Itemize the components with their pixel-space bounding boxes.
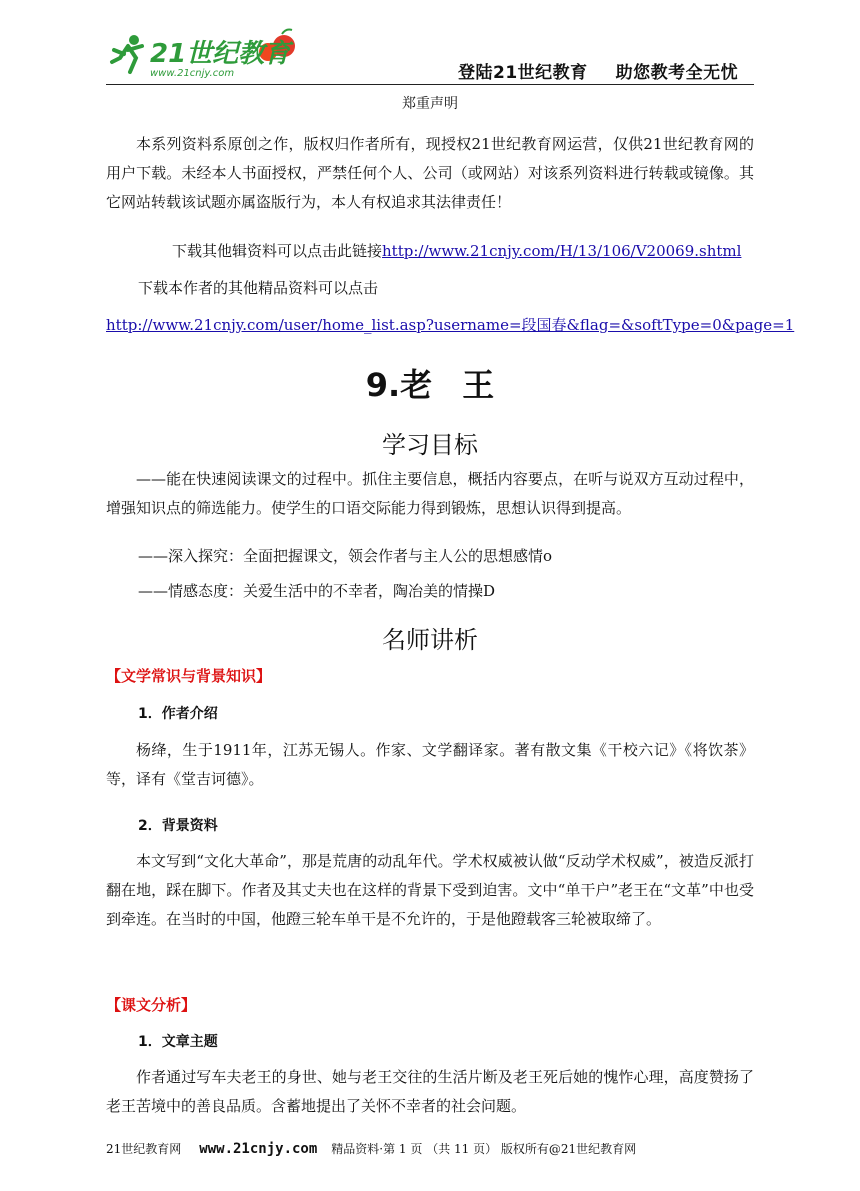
- objective-item: ——深入探究：全面把握课文，领会作者与主人公的思想感情o: [138, 547, 553, 565]
- statement-title: 郑重声明: [402, 96, 458, 112]
- runner-icon: [112, 35, 142, 72]
- download-other-label: 下载其他辑资料可以点击此链接: [172, 242, 383, 260]
- lesson-title-part2: 王: [462, 366, 495, 404]
- theme-paragraph: 作者通过写车夫老王的身世、她与老王交往的生活片断及老王死后她的愧怍心理，高度赞扬了老王苦境中的善良品质。含蓄地提出了关怀不幸者的社会问题。: [106, 1068, 754, 1115]
- teacher-analysis-title: 名师讲析: [382, 626, 478, 654]
- lesson-title-part1: 9.老: [365, 366, 433, 404]
- objective-item: ——情感态度：关爱生活中的不幸者，陶冶美的情操D: [138, 582, 496, 600]
- objectives-title: 学习目标: [382, 431, 478, 459]
- slogan-part2: 助您教考全无忧: [615, 63, 739, 83]
- download-other-link[interactable]: http://www.21cnjy.com/H/13/106/V20069.shtml: [382, 242, 742, 260]
- logo-url: www.21cnjy.com: [150, 68, 235, 79]
- background-paragraph: 本文写到“文化大革命”，那是荒唐的动乱年代。学术权威被认做“反动学术权威”，被造反派打翻在地，踩在脚下。作者及其丈夫也在这样的背景下受到迫害。文中“单干户”老王在“文革”中也受到牵连。在当时的中国，他蹬三轮车单干是不允许的，于是他蹬载客三轮被取缔了。: [106, 852, 754, 928]
- author-paragraph: 杨绛，生于1911年，江苏无锡人。作家、文学翻译家。著有散文集《干校六记》《将饮茶》等，译有《堂吉诃德》。: [106, 741, 754, 788]
- statement-paragraph: 本系列资料系原创之作，版权归作者所有，现授权21世纪教育网运营，仅供21世纪教育网的用户下载。未经本人书面授权，严禁任何个人、公司（或网站）对该系列资料进行转载或镜像。其它网站转载该试题亦属盗版行为，本人有权追求其法律责任！: [106, 135, 754, 211]
- site-logo: [106, 28, 306, 82]
- download-other-line: [172, 240, 741, 261]
- background-heading: 2．背景资料: [138, 818, 218, 834]
- objective-item: ——能在快速阅读课文的过程中。抓住主要信息，概括内容要点，在听与说双方互动过程中，增强知识点的筛选能力。使学生的口语交际能力得到锻炼，思想认识得到提高。: [106, 470, 754, 517]
- footer-right: 精品资料·第 1 页 （共 11 页） 版权所有@21世纪教育网: [331, 1142, 637, 1156]
- logo-text: 21世纪教育: [150, 39, 291, 69]
- page-footer: [106, 1140, 636, 1157]
- download-author-label: 下载本作者的其他精品资料可以点击: [138, 279, 379, 297]
- author-heading: 1．作者介绍: [138, 706, 218, 722]
- theme-heading: 1．文章主题: [138, 1034, 218, 1050]
- footer-site: www.21cnjy.com: [199, 1141, 318, 1157]
- header-slogan: [458, 58, 738, 83]
- slogan-part1: 登陆21世纪教育: [458, 63, 588, 83]
- analysis-heading: 【课文分析】: [106, 996, 197, 1014]
- header-divider: [106, 84, 754, 85]
- download-author-link[interactable]: http://www.21cnjy.com/user/home_list.asp?username=段国春&flag=&softType=0&page=1: [106, 316, 795, 334]
- literature-heading: 【文学常识与背景知识】: [106, 667, 272, 685]
- lesson-title: [0, 360, 860, 406]
- footer-left: 21世纪教育网: [106, 1142, 182, 1156]
